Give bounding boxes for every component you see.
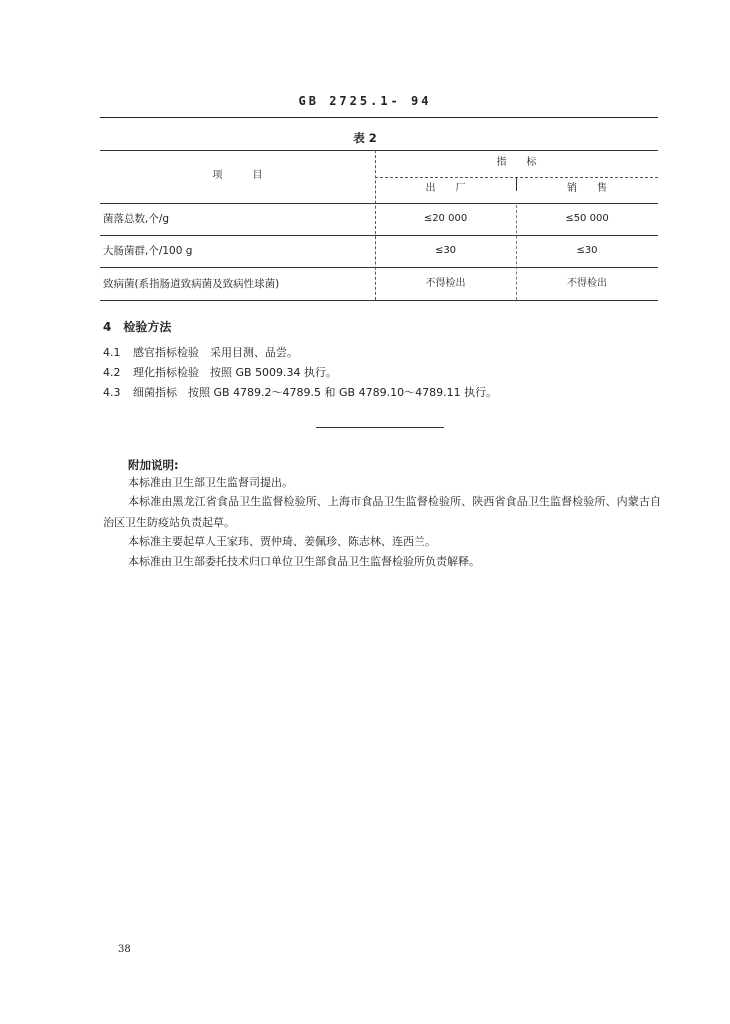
method-item xyxy=(103,364,337,380)
table-row-rule xyxy=(100,267,658,268)
table-row-factory-value: 不得检出 xyxy=(425,278,466,289)
column-header-index: 指 标 xyxy=(496,157,537,168)
method-item-text: 理化指标检验 按照 GB 5009.34 执行。 xyxy=(133,366,338,379)
notes-paragraph: 本标准主要起草人王家玮、贾仲琦、姜佩珍、陈志林、连西兰。 xyxy=(128,535,436,548)
notes-title: 附加说明: xyxy=(128,458,179,472)
subheader-factory: 出 厂 xyxy=(425,183,466,194)
column-header-item: 项 目 xyxy=(212,170,263,181)
table-row-sale-value: ≤50 000 xyxy=(565,213,609,224)
method-item-number: 4.1 xyxy=(103,346,121,359)
table-top-rule xyxy=(100,150,658,151)
table-row-item: 大肠菌群,个/100 g xyxy=(103,245,193,257)
method-item-text: 感官指标检验 采用目测、品尝。 xyxy=(133,346,298,359)
table-caption: 表 2 xyxy=(353,131,377,145)
section-heading: 4 检验方法 xyxy=(103,320,172,334)
method-item xyxy=(103,384,497,400)
standard-code: GB 2725.1- 94 xyxy=(298,94,432,108)
method-item-number: 4.3 xyxy=(103,386,121,399)
table-row-factory-value: ≤30 xyxy=(434,245,457,256)
table-row-rule xyxy=(100,235,658,236)
subheader-sale: 销 售 xyxy=(567,183,607,194)
header-rule xyxy=(100,117,658,118)
section-separator xyxy=(316,427,444,428)
table-row-item: 致病菌(系指肠道致病菌及致病性球菌) xyxy=(103,278,280,290)
table-row-item: 菌落总数,个/g xyxy=(103,213,170,225)
notes-paragraph: 本标准由黑龙江省食品卫生监督检验所、上海市食品卫生监督检验所、陕西省食品卫生监督检验所、内蒙古自治区卫生防疫站负责起草。 xyxy=(103,495,661,529)
table-row-sale-value: ≤30 xyxy=(576,245,598,256)
method-item-number: 4.2 xyxy=(103,366,121,379)
table-row-factory-value: ≤20 000 xyxy=(423,213,468,224)
table-row-sale-value: 不得检出 xyxy=(567,278,607,289)
page-number: 38 xyxy=(118,944,131,955)
method-item-text: 细菌指标 按照 GB 4789.2～4789.5 和 GB 4789.10～4789.11 执行。 xyxy=(133,386,498,399)
notes-paragraph: 本标准由卫生部委托技术归口单位卫生部食品卫生监督检验所负责解释。 xyxy=(128,555,480,568)
notes-paragraph: 本标准由卫生部卫生监督司提出。 xyxy=(128,476,293,489)
method-item xyxy=(103,344,298,360)
table-bottom-rule xyxy=(100,300,658,301)
table-header-bottom-rule xyxy=(100,203,658,204)
